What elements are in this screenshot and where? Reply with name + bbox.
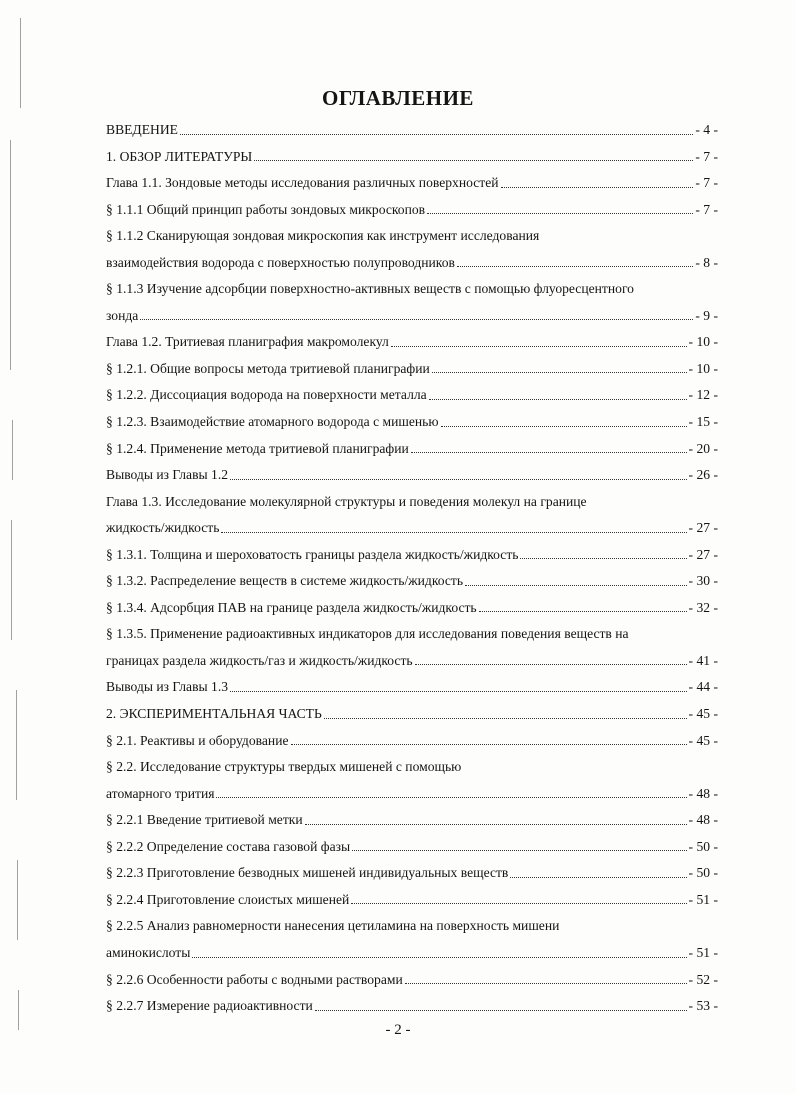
toc-entry [106, 648, 718, 675]
toc-entry-title: § 2.2. Исследование структуры твердых мишеней с помощью [106, 759, 462, 775]
toc-entry-page: - 9 - [695, 307, 718, 323]
dot-leader [429, 399, 687, 400]
page-number: - 2 - [385, 1022, 411, 1038]
toc-entry [106, 913, 718, 940]
toc-entry-title: ВВЕДЕНИЕ [106, 122, 178, 137]
toc-entry-title: взаимодействия водорода с поверхностью полупроводников [106, 254, 455, 270]
dot-leader [510, 877, 686, 878]
dot-leader [216, 797, 686, 798]
toc-entry-title: § 1.1.2 Сканирующая зондовая микроскопия как инструмент исследования [106, 228, 540, 244]
toc-entry-title: § 1.2.4. Применение метода тритиевой планиграфии [106, 440, 409, 456]
toc-entry-page: - 7 - [695, 148, 718, 164]
toc-entry [106, 462, 718, 489]
toc-entry-title: границах раздела жидкость/газ и жидкость/жидкость [106, 652, 413, 668]
toc-entry-page: - 52 - [688, 971, 718, 987]
dot-leader [415, 664, 687, 665]
toc-entry-page: - 44 - [688, 679, 718, 695]
toc-entry-page: - 50 - [688, 838, 718, 854]
dot-leader [230, 691, 687, 692]
toc-entry [106, 409, 718, 436]
toc-entry-page: - 32 - [688, 599, 718, 615]
toc-entry [106, 674, 718, 701]
toc-entry [106, 568, 718, 595]
dot-leader [411, 452, 687, 453]
toc-entry [106, 197, 718, 224]
dot-leader [221, 532, 686, 533]
toc-entry-title: Выводы из Главы 1.3 [106, 679, 229, 695]
toc-entry-title: § 2.2.5 Анализ равномерности нанесения цетиламина на поверхность мишени [106, 918, 560, 934]
dot-leader [192, 957, 686, 958]
toc-entry [106, 489, 718, 516]
toc-entry-title: § 1.3.2. Распределение веществ в системе жидкость/жидкость [106, 573, 464, 589]
toc-entry [106, 144, 718, 171]
toc-entry-title: Глава 1.1. Зондовые методы исследования различных поверхностей [106, 175, 499, 191]
toc-entry [106, 993, 718, 1020]
table-of-contents [106, 117, 718, 1020]
toc-entry [106, 436, 718, 463]
toc-entry [106, 860, 718, 887]
toc-entry-page: - 50 - [688, 865, 718, 881]
toc-entry-title: § 1.2.1. Общие вопросы метода тритиевой планиграфии [106, 360, 430, 376]
toc-entry-page: - 12 - [688, 387, 718, 403]
toc-entry-title: Глава 1.3. Исследование молекулярной структуры и поведения молекул на границе [106, 493, 587, 509]
toc-entry [106, 276, 718, 303]
scan-artifact [20, 18, 21, 108]
toc-entry [106, 117, 718, 144]
toc-entry [106, 515, 718, 542]
toc-entry [106, 754, 718, 781]
toc-entry [106, 701, 718, 728]
dot-leader [230, 479, 687, 480]
toc-entry [106, 329, 718, 356]
toc-entry [106, 595, 718, 622]
toc-entry-page: - 53 - [688, 998, 718, 1014]
toc-entry-title: § 1.3.5. Применение радиоактивных индикаторов для исследования поведения веществ на [106, 626, 629, 642]
toc-entry [106, 170, 718, 197]
toc-entry-title: § 1.3.1. Толщина и шероховатость границы раздела жидкость/жидкость [106, 546, 519, 562]
toc-entry-page: - 51 - [688, 944, 718, 960]
toc-entry-page: - 30 - [688, 573, 718, 589]
dot-leader [391, 346, 687, 347]
toc-entry-page: - 10 - [688, 334, 718, 350]
toc-entry-title: жидкость/жидкость [106, 520, 220, 536]
dot-leader [465, 585, 687, 586]
toc-entry-title: § 1.3.4. Адсорбция ПАВ на границе раздела жидкость/жидкость [106, 599, 477, 615]
dot-leader [254, 160, 693, 161]
toc-entry-title: § 2.2.7 Измерение радиоактивности [106, 998, 313, 1014]
toc-entry-title: атомарного трития [106, 785, 215, 801]
toc-entry-title: § 1.1.3 Изучение адсорбции поверхностно-активных веществ с помощью флуоресцентного [106, 281, 634, 297]
toc-entry-title: 1. ОБЗОР ЛИТЕРАТУРЫ [106, 148, 253, 164]
toc-entry-title: § 2.2.6 Особенности работы с водными растворами [106, 971, 403, 987]
dot-leader [479, 611, 687, 612]
dot-leader [140, 319, 693, 320]
toc-entry [106, 250, 718, 277]
toc-entry [106, 542, 718, 569]
toc-entry [106, 728, 718, 755]
toc-entry-title: зонда [106, 307, 139, 323]
scan-artifact [12, 420, 13, 480]
dot-leader [432, 372, 687, 373]
scan-artifact [10, 140, 11, 370]
toc-entry-page: - 27 - [688, 546, 718, 562]
dot-leader [441, 426, 687, 427]
toc-entry [106, 807, 718, 834]
toc-entry-title: аминокислоты [106, 944, 191, 960]
dot-leader [180, 134, 693, 135]
toc-entry-page: - 4 - [695, 122, 718, 137]
dot-leader [291, 744, 687, 745]
dot-leader [457, 266, 693, 267]
dot-leader [501, 187, 694, 188]
dot-leader [351, 903, 686, 904]
toc-entry-page: - 48 - [688, 785, 718, 801]
toc-entry-title: § 2.1. Реактивы и оборудование [106, 732, 289, 748]
toc-entry-page: - 7 - [695, 201, 718, 217]
toc-entry-page: - 7 - [695, 175, 718, 191]
toc-entry-title: § 2.2.2 Определение состава газовой фазы [106, 838, 351, 854]
toc-entry-page: - 10 - [688, 360, 718, 376]
toc-entry-title: 2. ЭКСПЕРИМЕНТАЛЬНАЯ ЧАСТЬ [106, 706, 322, 722]
toc-entry-title: § 2.2.3 Приготовление безводных мишеней индивидуальных веществ [106, 865, 509, 881]
toc-entry-page: - 26 - [688, 467, 718, 483]
dot-leader [405, 983, 687, 984]
scan-artifact [17, 860, 18, 940]
scan-artifact [16, 690, 17, 800]
toc-entry [106, 967, 718, 994]
dot-leader [315, 1010, 687, 1011]
dot-leader [324, 718, 687, 719]
toc-entry-page: - 41 - [688, 652, 718, 668]
toc-entry-title: § 1.1.1 Общий принцип работы зондовых микроскопов [106, 201, 426, 217]
scan-artifact [18, 990, 19, 1030]
dot-leader [305, 824, 687, 825]
toc-entry [106, 223, 718, 250]
toc-entry-page: - 27 - [688, 520, 718, 536]
toc-entry [106, 781, 718, 808]
toc-entry-page: - 48 - [688, 812, 718, 828]
dot-leader [427, 213, 693, 214]
scan-artifact [11, 520, 12, 640]
toc-entry-page: - 15 - [688, 414, 718, 430]
toc-entry-page: - 45 - [688, 706, 718, 722]
toc-entry-page: - 51 - [688, 891, 718, 907]
toc-entry [106, 834, 718, 861]
toc-entry [106, 887, 718, 914]
toc-entry-title: § 1.2.3. Взаимодействие атомарного водорода с мишенью [106, 414, 439, 430]
toc-entry-title: § 2.2.1 Введение тритиевой метки [106, 812, 303, 828]
dot-leader [352, 850, 686, 851]
toc-entry-page: - 20 - [688, 440, 718, 456]
toc-entry-title: § 2.2.4 Приготовление слоистых мишеней [106, 891, 350, 907]
toc-entry-title: § 1.2.2. Диссоциация водорода на поверхности металла [106, 387, 427, 403]
dot-leader [520, 558, 686, 559]
toc-entry [106, 303, 718, 330]
page-title: ОГЛАВЛЕНИЕ [322, 86, 474, 110]
toc-entry-page: - 45 - [688, 732, 718, 748]
toc-entry [106, 356, 718, 383]
toc-entry-title: Глава 1.2. Тритиевая планиграфия макромолекул [106, 334, 389, 350]
toc-entry [106, 382, 718, 409]
toc-entry [106, 940, 718, 967]
toc-entry-title: Выводы из Главы 1.2 [106, 467, 229, 483]
toc-entry-page: - 8 - [695, 254, 718, 270]
toc-entry [106, 621, 718, 648]
